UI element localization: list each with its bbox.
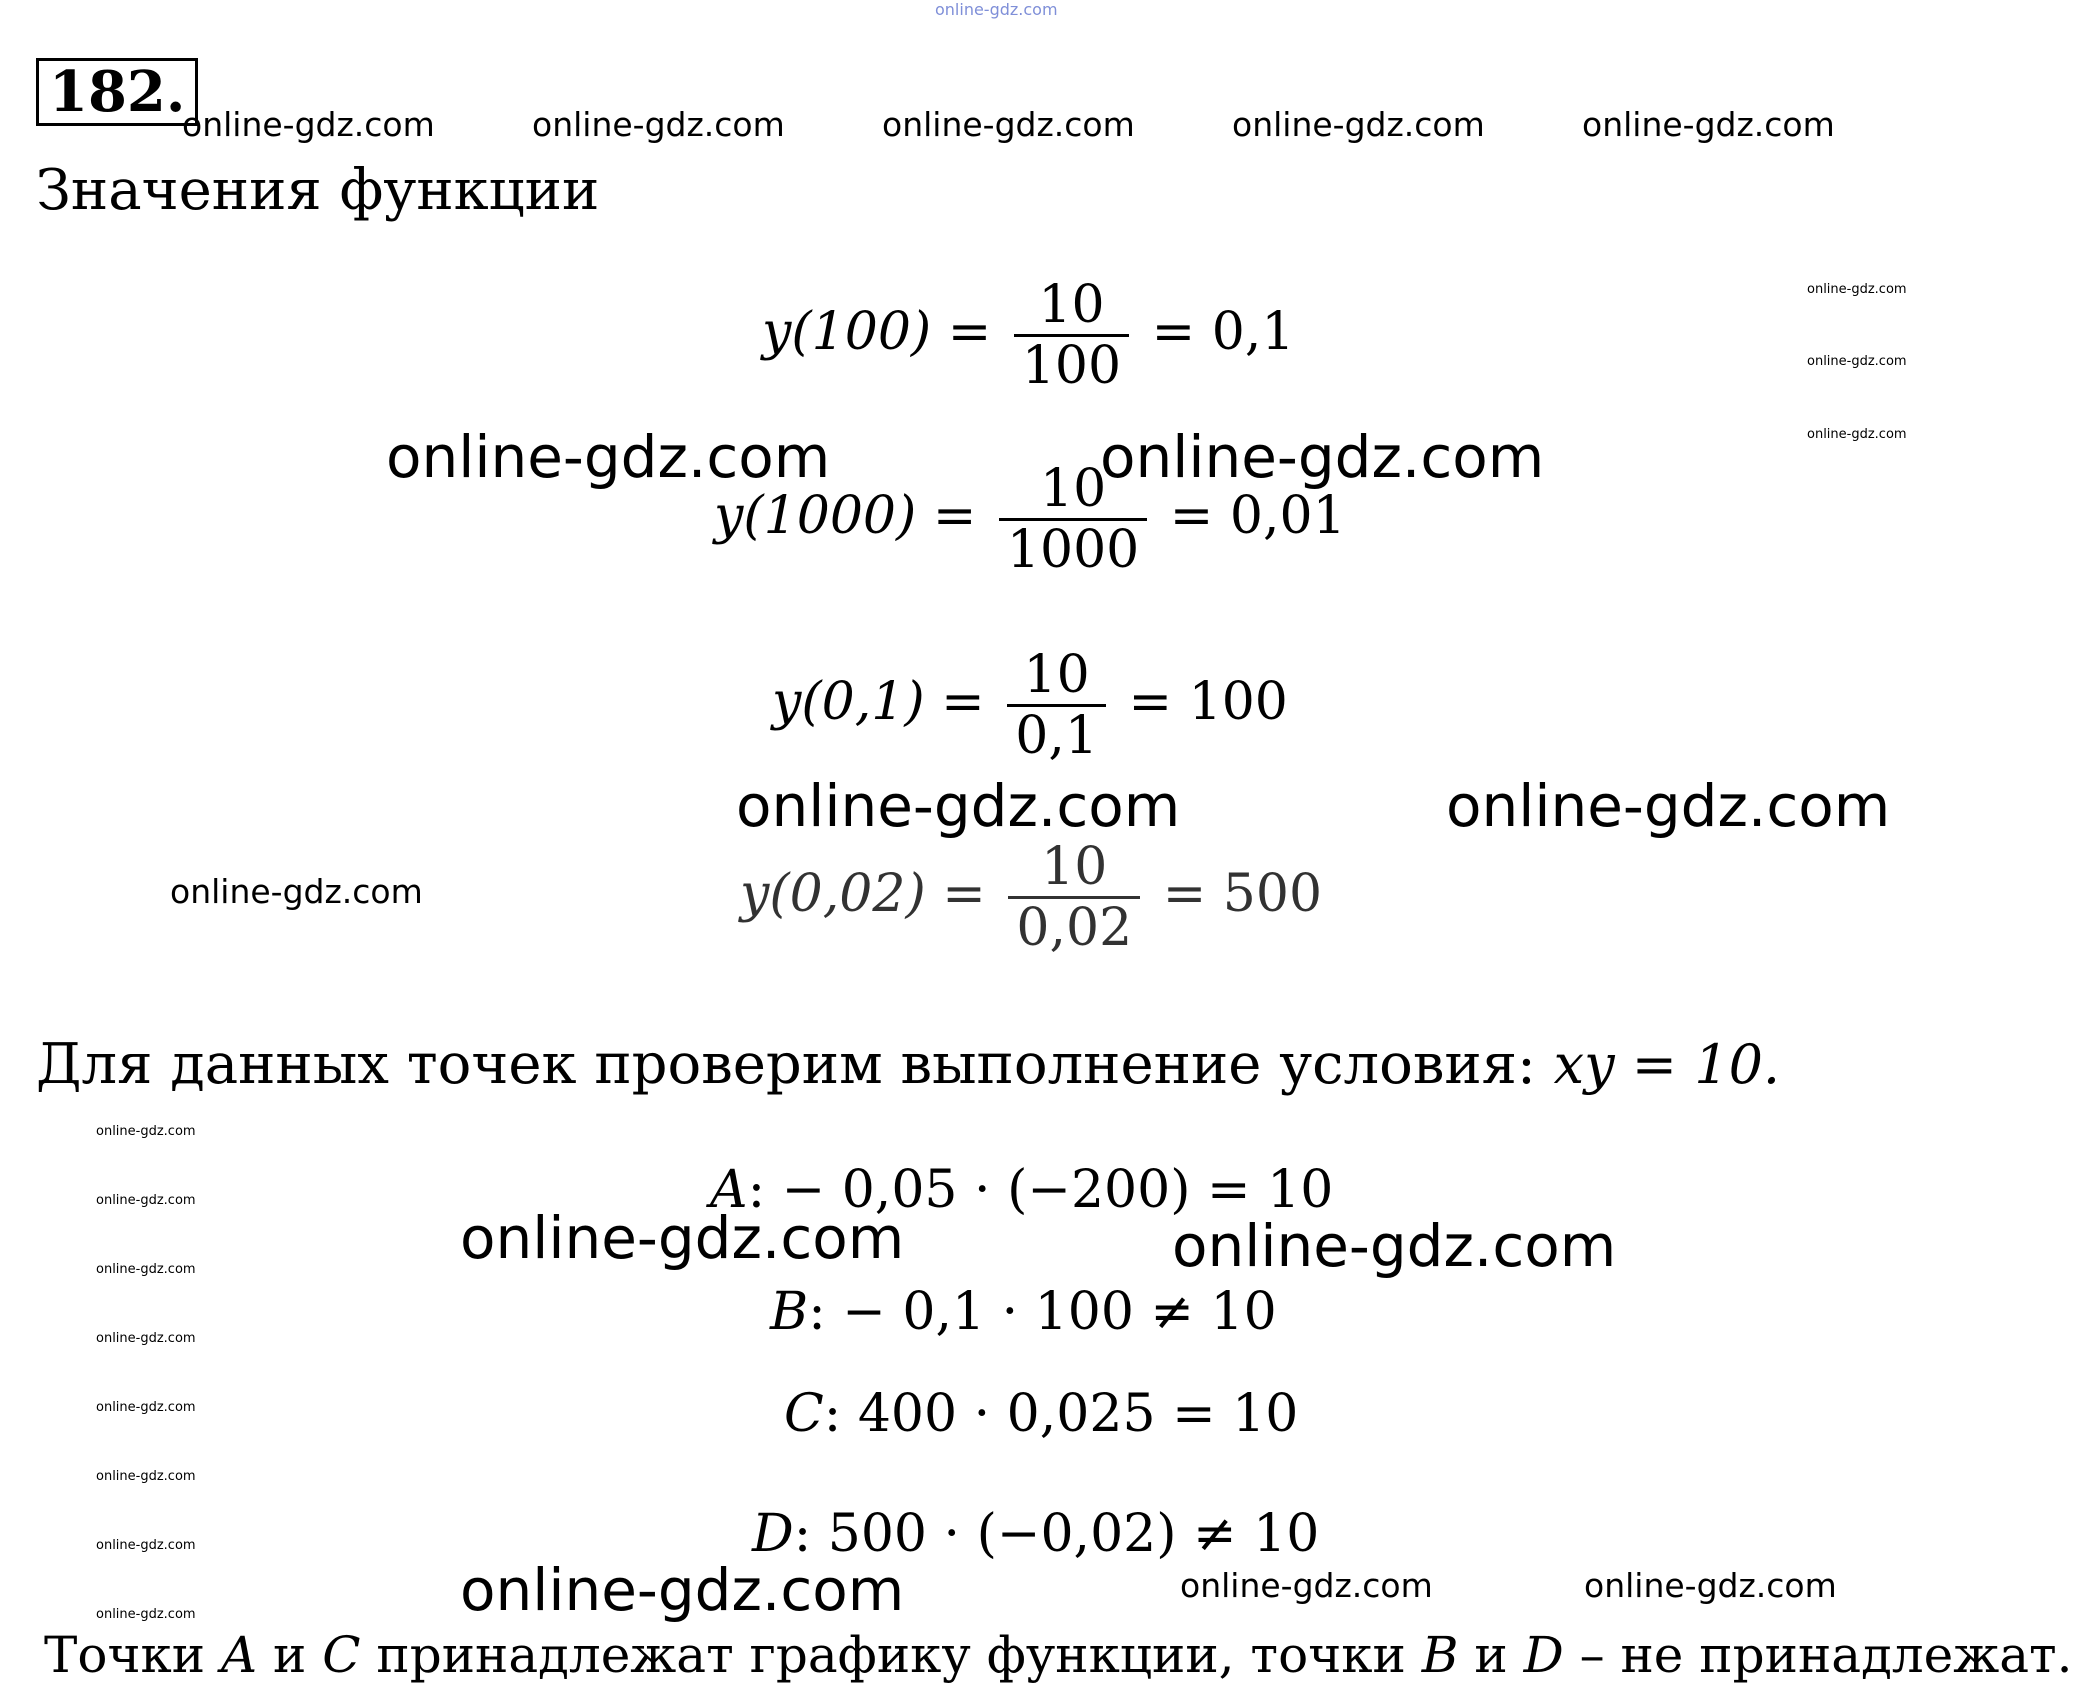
intro-text: Значения функции <box>36 158 600 223</box>
watermark: online-gdz.com <box>736 772 1181 840</box>
watermark: online-gdz.com <box>1100 423 1545 491</box>
watermark: online-gdz.com <box>96 1193 196 1208</box>
equation-rhs: = 100 <box>1128 672 1288 733</box>
point-label: A <box>710 1160 748 1220</box>
numerator: 10 <box>999 460 1147 521</box>
point-c-check <box>784 1384 1298 1444</box>
watermark: online-gdz.com <box>1582 105 1835 144</box>
point-label: B <box>1421 1626 1459 1684</box>
watermark: online-gdz.com <box>1807 427 1907 442</box>
watermark-top: online-gdz.com <box>935 0 1058 19</box>
point-label: A <box>220 1626 258 1684</box>
equation-y100 <box>762 276 1294 395</box>
conclusion-part: и <box>1458 1626 1524 1684</box>
watermark: online-gdz.com <box>170 872 423 911</box>
condition-text: Для данных точек проверим выполнение условия: <box>36 1032 1536 1097</box>
denominator: 0,1 <box>1015 706 1098 767</box>
problem-number: 182. <box>36 58 198 126</box>
fraction <box>999 460 1147 579</box>
point-label: D <box>1523 1626 1564 1684</box>
point-b-check <box>770 1282 1277 1342</box>
conclusion-part: Точки <box>44 1626 221 1684</box>
numerator: 10 <box>1007 646 1106 707</box>
equation-rhs: = 0,01 <box>1169 486 1346 547</box>
fraction <box>1007 646 1106 765</box>
equation-lhs: y(1000) = <box>714 486 977 547</box>
fraction <box>1008 838 1140 957</box>
point-d-check <box>752 1504 1319 1564</box>
watermark: online-gdz.com <box>532 105 785 144</box>
denominator: 0,02 <box>1016 898 1133 959</box>
condition-formula: xy = 10. <box>1553 1033 1781 1096</box>
conclusion-text <box>44 1626 2073 1684</box>
watermark: online-gdz.com <box>96 1331 196 1346</box>
conclusion-part: принадлежат графику функции, точки <box>360 1626 1422 1684</box>
equation-lhs: y(0,02) = <box>740 864 986 925</box>
point-label: C <box>322 1626 361 1684</box>
watermark: online-gdz.com <box>882 105 1135 144</box>
equation-rhs: = 0,1 <box>1151 302 1295 363</box>
watermark: online-gdz.com <box>96 1262 196 1277</box>
watermark: online-gdz.com <box>460 1204 905 1272</box>
watermark: online-gdz.com <box>96 1469 196 1484</box>
watermark: online-gdz.com <box>1807 354 1907 369</box>
watermark: online-gdz.com <box>96 1124 196 1139</box>
watermark: online-gdz.com <box>1807 282 1907 297</box>
watermark: online-gdz.com <box>1180 1566 1433 1605</box>
equation-y01 <box>772 646 1288 765</box>
fraction <box>1014 276 1129 395</box>
point-label: D <box>752 1504 794 1564</box>
watermark: online-gdz.com <box>1446 772 1891 840</box>
equation-lhs: y(100) = <box>762 302 992 363</box>
watermark: online-gdz.com <box>460 1556 905 1624</box>
conclusion-part: и <box>257 1626 323 1684</box>
point-expression: : − 0,05 · (−200) = 10 <box>747 1160 1334 1220</box>
watermark: online-gdz.com <box>1584 1566 1837 1605</box>
point-expression: : − 0,1 · 100 ≠ 10 <box>808 1282 1277 1342</box>
numerator: 10 <box>1008 838 1140 899</box>
equation-rhs: = 500 <box>1162 864 1323 925</box>
equation-y1000 <box>714 460 1346 579</box>
denominator: 1000 <box>1006 520 1140 581</box>
point-expression: : 500 · (−0,02) ≠ 10 <box>793 1504 1320 1564</box>
point-expression: : 400 · 0,025 = 10 <box>823 1384 1299 1444</box>
watermark: online-gdz.com <box>1172 1212 1617 1280</box>
watermark: online-gdz.com <box>1232 105 1485 144</box>
condition-line <box>36 1032 1780 1097</box>
equation-lhs: y(0,1) = <box>772 672 985 733</box>
point-label: C <box>784 1384 824 1444</box>
watermark: online-gdz.com <box>96 1538 196 1553</box>
watermark: online-gdz.com <box>96 1607 196 1622</box>
denominator: 100 <box>1021 336 1122 397</box>
conclusion-part: – не принадлежат. <box>1563 1626 2073 1684</box>
watermark: online-gdz.com <box>386 423 831 491</box>
point-label: B <box>770 1282 809 1342</box>
numerator: 10 <box>1014 276 1129 337</box>
equation-y002 <box>740 838 1322 957</box>
watermark: online-gdz.com <box>182 105 435 144</box>
watermark: online-gdz.com <box>96 1400 196 1415</box>
